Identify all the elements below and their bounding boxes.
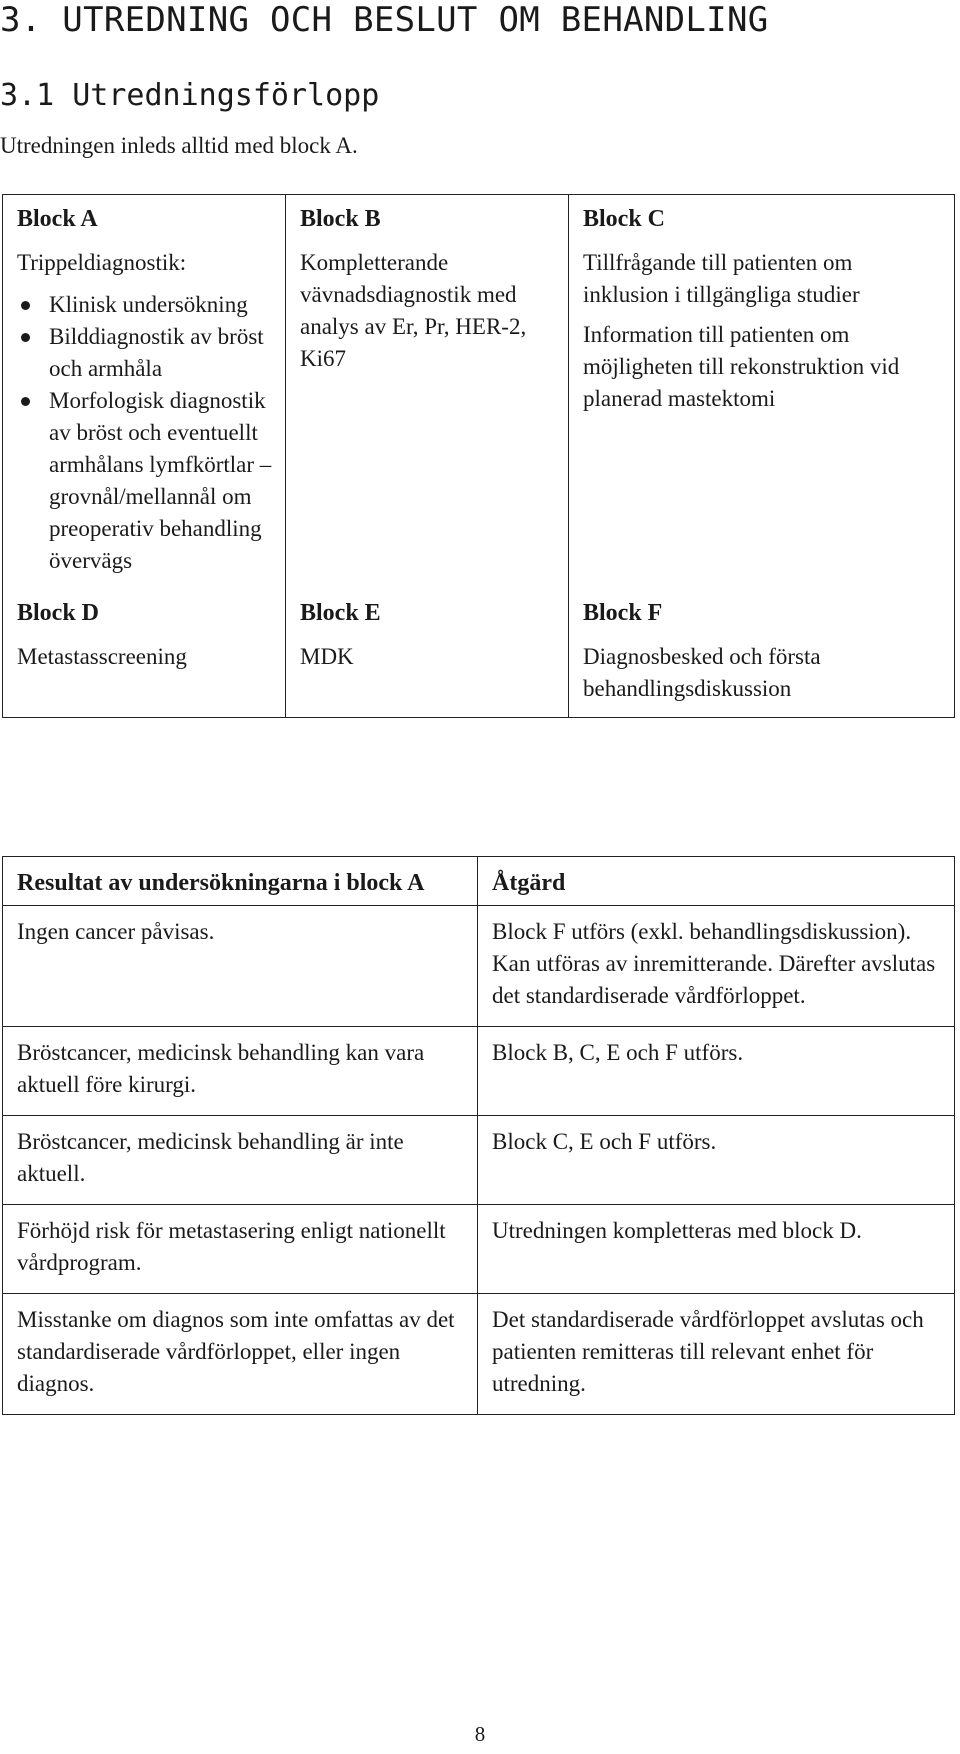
- block-overview-table: [2, 194, 955, 718]
- list-item: Morfologisk diagnostik av bröst och eventuellt armhålans lymfkörtlar – grovnål/mellannål om preoperativ behandling övervägs: [17, 385, 273, 577]
- action-cell: Block C, E och F utförs.: [478, 1116, 955, 1205]
- results-header-action: Åtgärd: [478, 857, 955, 906]
- block-header-row-top: [3, 195, 955, 239]
- block-e-header: Block E: [286, 589, 569, 632]
- action-cell: Block B, C, E och F utförs.: [478, 1027, 955, 1116]
- page-heading: 3. UTREDNING OCH BESLUT OM BEHANDLING: [0, 0, 769, 40]
- block-c-cell: [569, 238, 955, 589]
- result-cell: Misstanke om diagnos som inte omfattas av det standardiserade vårdförloppet, eller ingen diagnos.: [3, 1294, 478, 1415]
- result-cell: Bröstcancer, medicinsk behandling är inte aktuell.: [3, 1116, 478, 1205]
- action-cell: Det standardiserade vårdförloppet avslutas och patienten remitteras till relevant enhet för utredning.: [478, 1294, 955, 1415]
- block-a-cell: [3, 238, 286, 589]
- result-cell: Ingen cancer påvisas.: [3, 906, 478, 1027]
- result-cell: Bröstcancer, medicinsk behandling kan vara aktuell före kirurgi.: [3, 1027, 478, 1116]
- page-number: 8: [474, 1722, 486, 1746]
- block-c-paragraph: Tillfrågande till patienten om inklusion i tillgängliga studier: [583, 250, 860, 307]
- block-c-paragraph: Information till patienten om möjligheten till rekonstruktion vid planerad mastektomi: [583, 322, 900, 411]
- block-content-row-top: [3, 238, 955, 589]
- block-a-list: [17, 289, 273, 577]
- block-d-cell: Metastasscreening: [3, 632, 286, 718]
- block-f-cell: Diagnosbesked och första behandlingsdiskussion: [569, 632, 955, 718]
- block-e-cell: MDK: [286, 632, 569, 718]
- table-row: [3, 1116, 955, 1205]
- table-row: [3, 906, 955, 1027]
- action-cell: Utredningen kompletteras med block D.: [478, 1205, 955, 1294]
- table-row: [3, 1027, 955, 1116]
- block-d-header: Block D: [3, 589, 286, 632]
- action-cell: Block F utförs (exkl. behandlingsdiskussion). Kan utföras av inremitterande. Därefter avslutas det standardiserade vårdförloppet.: [478, 906, 955, 1027]
- results-header-result: Resultat av undersökningarna i block A: [3, 857, 478, 906]
- block-content-row-bottom: [3, 632, 955, 718]
- block-a-lead: Trippeldiagnostik:: [17, 250, 187, 275]
- results-table: [2, 856, 955, 1415]
- section-heading: 3.1 Utredningsförlopp: [0, 78, 380, 113]
- block-a-header: Block A: [3, 195, 286, 239]
- result-cell: Förhöjd risk för metastasering enligt nationellt vårdprogram.: [3, 1205, 478, 1294]
- table-row: [3, 1205, 955, 1294]
- block-header-row-bottom: [3, 589, 955, 632]
- block-b-header: Block B: [286, 195, 569, 239]
- intro-text: Utredningen inleds alltid med block A.: [0, 133, 358, 158]
- block-b-cell: Kompletterande vävnadsdiagnostik med analys av Er, Pr, HER-2, Ki67: [286, 238, 569, 589]
- block-f-header: Block F: [569, 589, 955, 632]
- block-c-header: Block C: [569, 195, 955, 239]
- list-item: Bilddiagnostik av bröst och armhåla: [17, 321, 273, 385]
- results-header-row: [3, 857, 955, 906]
- table-row: [3, 1294, 955, 1415]
- list-item: Klinisk undersökning: [17, 289, 273, 321]
